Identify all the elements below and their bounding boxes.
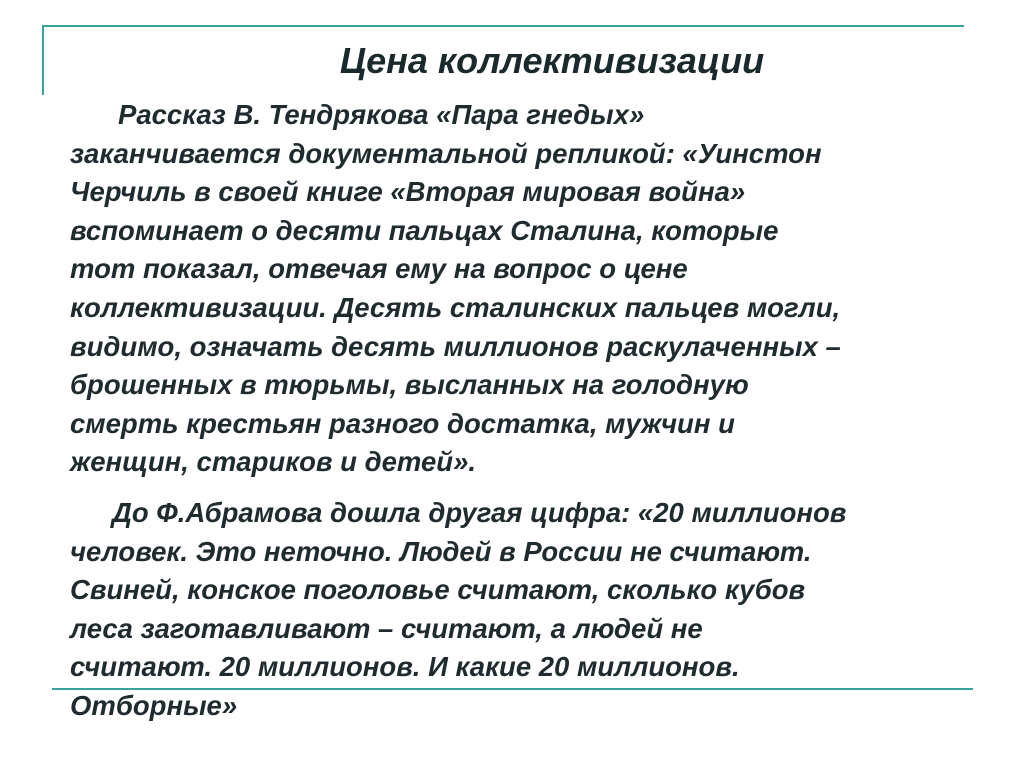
text-line: считают. 20 миллионов. И какие 20 миллионов. (70, 651, 740, 683)
text-line: Отборные» (70, 689, 238, 721)
text-line: смерть крестьян разного достатка, мужчин и (70, 407, 735, 439)
frame-top-line (42, 25, 964, 27)
paragraph-2 (70, 494, 1000, 726)
text-line: заканчивается документальной репликой: «Уинстон (70, 137, 822, 169)
slide-title: Цена коллективизации (339, 40, 765, 81)
text-line: Черчиль в своей книге «Вторая мировая война» (70, 176, 746, 208)
frame-bottom-line (52, 688, 973, 690)
text-line: тот показал, отвечая ему на вопрос о цене (70, 253, 688, 285)
text-line: Свиней, конское поголовье считают, сколько кубов (70, 574, 806, 606)
text-line: вспоминает о десяти пальцах Сталина, которые (70, 214, 779, 246)
text-line: видимо, означать десять миллионов раскулаченных – (70, 330, 841, 362)
text-line: женщин, стариков и детей». (70, 446, 477, 478)
slide-body (70, 96, 1000, 726)
text-line: леса заготавливают – считают, а людей не (70, 612, 703, 644)
text-line: Рассказ В. Тендрякова «Пара гнедых» (118, 99, 645, 130)
text-line: брошенных в тюрьмы, высланных на голодную (70, 369, 749, 401)
text-line: До Ф.Абрамова дошла другая цифра: «20 миллионов (112, 496, 847, 528)
text-line: человек. Это неточно. Людей в России не считают. (70, 535, 812, 567)
paragraph-1 (70, 96, 1000, 482)
text-line: коллективизации. Десять сталинских пальцев могли, (70, 291, 841, 323)
